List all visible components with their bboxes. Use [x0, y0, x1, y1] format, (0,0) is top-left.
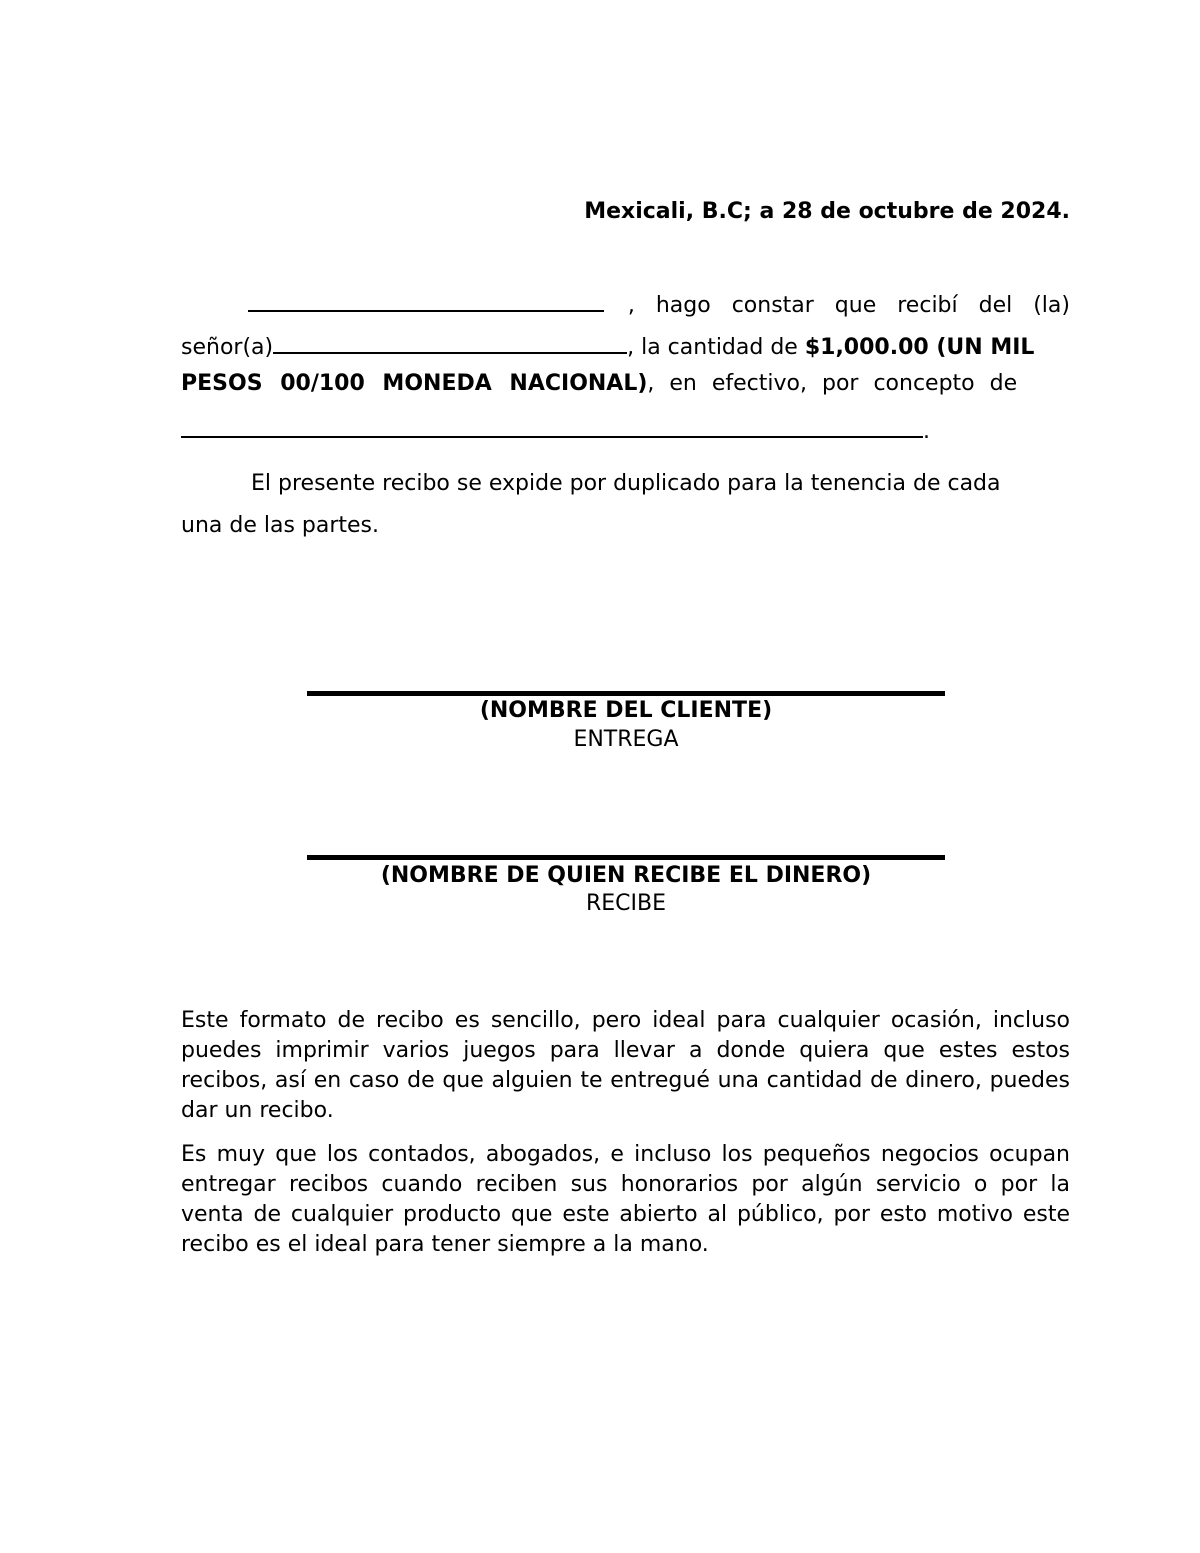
signature-name-client: (NOMBRE DEL CLIENTE) — [479, 698, 773, 723]
date-line: Mexicali, B.C; a 28 de octubre de 2024. — [584, 199, 1070, 224]
signature-role-receiver: RECIBE — [585, 891, 667, 916]
concept-blank[interactable] — [181, 414, 923, 438]
amount-label: , la cantidad de — [627, 335, 805, 360]
signature-line-receiver — [307, 855, 945, 860]
signature-line-client — [307, 691, 945, 696]
receipt-line-4 — [181, 414, 1070, 446]
receipt-line-1-text: , hago constar que recibí del (la) — [627, 293, 1070, 318]
receipt-line-1 — [248, 288, 1070, 320]
amount-value: $1,000.00 (UN MIL — [804, 335, 1035, 360]
signature-name-receiver: (NOMBRE DE QUIEN RECIBE EL DINERO) — [380, 863, 872, 888]
duplicate-text-line-2: una de las partes. — [181, 513, 380, 538]
signature-role-client: ENTREGA — [573, 727, 679, 752]
payer-name-blank[interactable] — [273, 330, 627, 354]
note-paragraph-1: Este formato de recibo es sencillo, pero ideal para cualquier ocasión, incluso puedes imprimir varios juegos para llevar a donde quiera que estes estos recibos, así en caso de que alguien te entregué una cantidad de dinero, puedes dar un recibo. — [181, 1008, 1070, 1123]
concept-label: , en efectivo, por concepto de — [647, 371, 1018, 396]
amount-words: PESOS 00/100 MONEDA NACIONAL) — [181, 371, 648, 396]
receiver-name-blank[interactable] — [248, 288, 604, 312]
receipt-line-2 — [181, 330, 1070, 362]
payer-label: señor(a) — [181, 335, 274, 360]
note-paragraph-2: Es muy que los contados, abogados, e incluso los pequeños negocios ocupan entregar recibos cuando reciben sus honorarios por algún servicio o por la venta de cualquier producto que este abierto al público, por esto motivo este recibo es el ideal para tener siempre a la mano. — [181, 1142, 1070, 1257]
concept-end: . — [923, 419, 930, 444]
duplicate-text-line-1: El presente recibo se expide por duplicado para la tenencia de cada — [251, 471, 1001, 496]
receipt-line-3 — [181, 370, 1070, 398]
